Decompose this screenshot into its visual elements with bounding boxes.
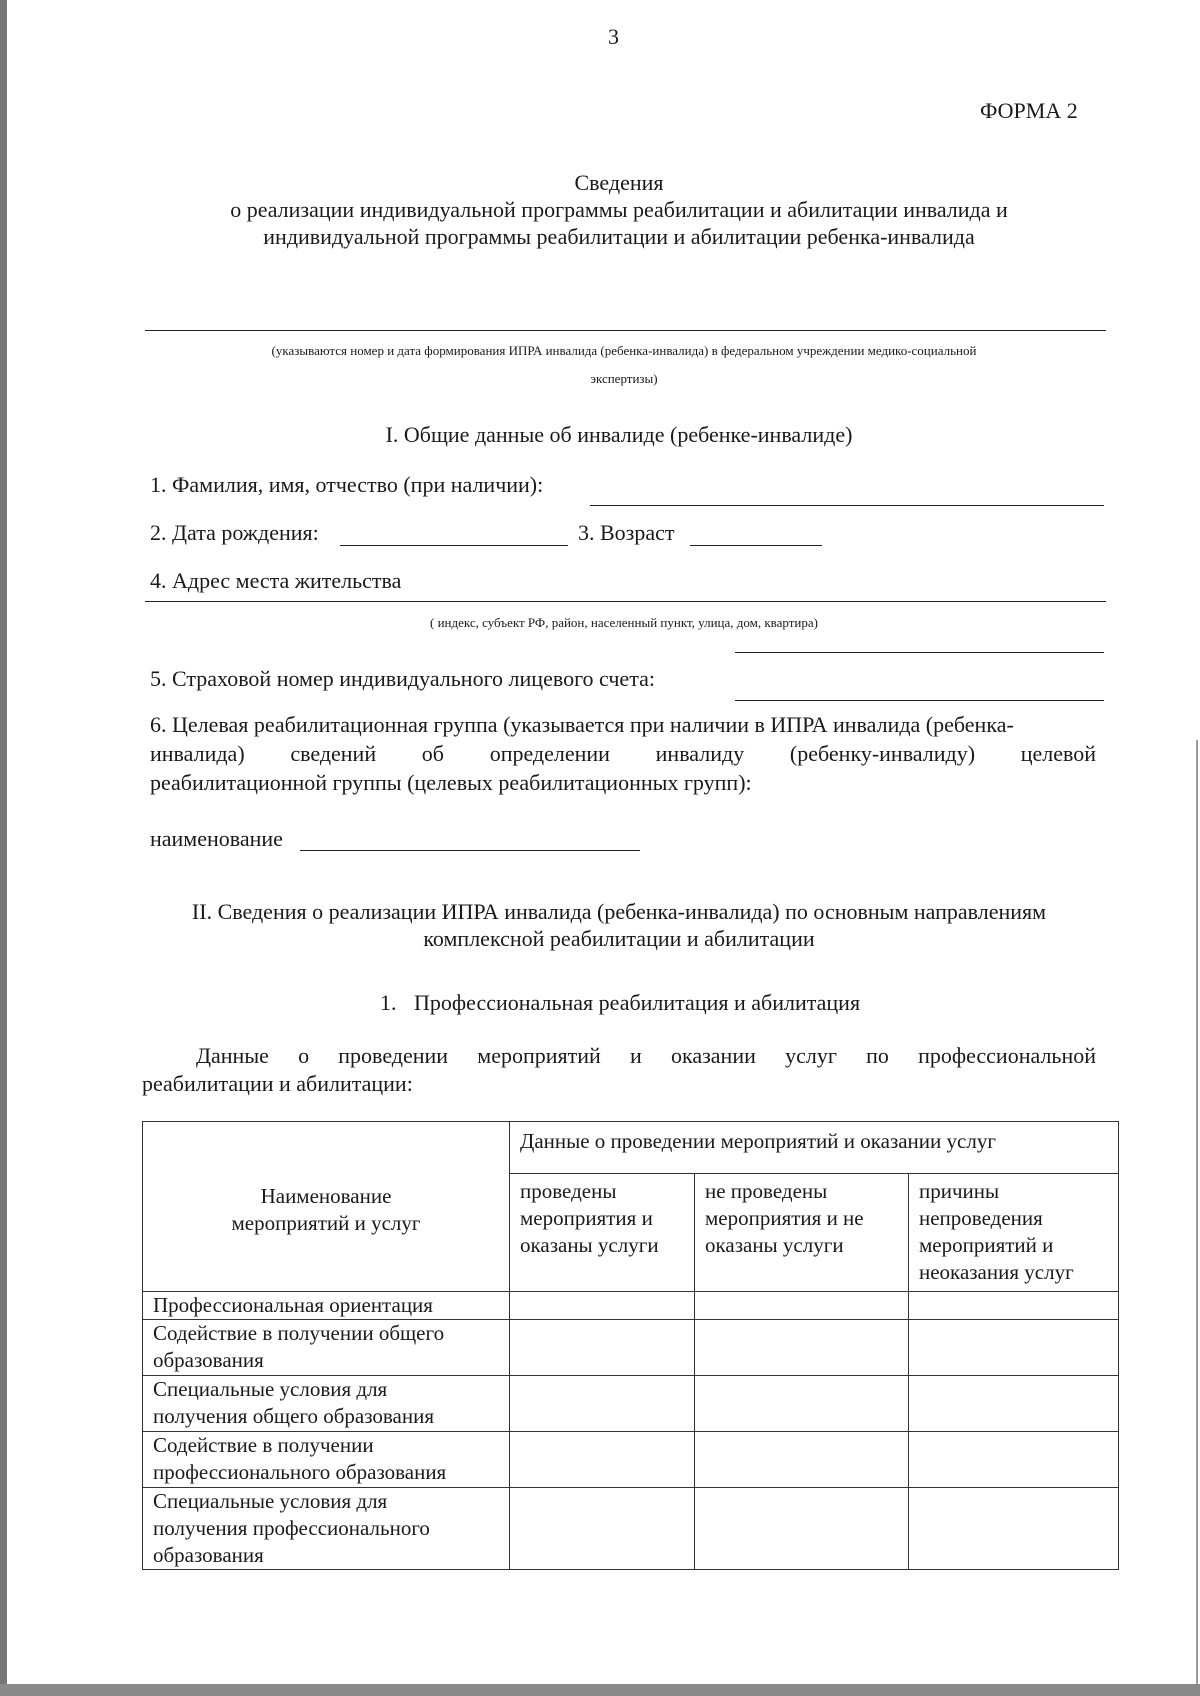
- section-1-heading: I. Общие данные об инвалиде (ребенке-инвалиде): [385, 422, 853, 447]
- table-header-row: [143, 1122, 1119, 1174]
- ipra-note-line-2: экспертизы): [590, 371, 658, 386]
- word: по: [866, 1043, 889, 1068]
- reasons-cell[interactable]: [909, 1292, 1119, 1320]
- header-text-line: оказаны услуги: [705, 1233, 844, 1257]
- group-name-label: наименование: [150, 826, 283, 851]
- column-header-done: [510, 1174, 695, 1292]
- column-group-header: Данные о проведении мероприятий и оказании услуг: [510, 1122, 1119, 1174]
- word: определении: [489, 741, 610, 766]
- cell-text-line: Содействие в получении: [153, 1433, 374, 1457]
- table-row: [143, 1488, 1119, 1570]
- intro-line-1: [196, 1043, 1096, 1069]
- target-group-line-3: реабилитационной группы (целевых реабилитационных групп):: [150, 770, 752, 795]
- not-done-cell[interactable]: [695, 1432, 909, 1488]
- intro-line-2: реабилитации и абилитации:: [142, 1071, 413, 1096]
- scan-bottom-edge: [0, 1684, 1200, 1696]
- word: мероприятий: [477, 1043, 601, 1068]
- header-text-line: мероприятия и не: [705, 1206, 864, 1230]
- header-text-line: оказаны услуги: [520, 1233, 659, 1257]
- fio-field-line[interactable]: [590, 505, 1104, 506]
- group-name-field-line[interactable]: [300, 850, 640, 851]
- word: и: [630, 1043, 642, 1068]
- snils-field-line[interactable]: [735, 700, 1104, 701]
- address-field-line[interactable]: [145, 601, 1106, 602]
- title-line-2: о реализации индивидуальной программы реабилитации и абилитации инвалида и: [230, 197, 1008, 222]
- address-note: ( индекс, субъект РФ, район, населенный пункт, улица, дом, квартира): [429, 615, 818, 630]
- header-text-line: мероприятия и: [520, 1206, 653, 1230]
- done-cell[interactable]: [510, 1376, 695, 1432]
- column-header-reasons: [909, 1174, 1119, 1292]
- reasons-cell[interactable]: [909, 1432, 1119, 1488]
- cell-text-line: Специальные условия для: [153, 1377, 388, 1401]
- header-text-line: Наименование: [260, 1183, 392, 1208]
- word: инвалиду: [655, 741, 745, 766]
- ipra-number-field-line[interactable]: [145, 330, 1106, 331]
- row-name-cell: [143, 1432, 510, 1488]
- done-cell[interactable]: [510, 1320, 695, 1376]
- table-row: [143, 1432, 1119, 1488]
- header-text-line: непроведения: [919, 1206, 1043, 1230]
- title-line-1: Сведения: [574, 170, 664, 195]
- title-line-3: индивидуальной программы реабилитации и абилитации ребенка-инвалида: [263, 224, 975, 249]
- target-group-line-1: 6. Целевая реабилитационная группа (указывается при наличии в ИПРА инвалида (ребенка-: [150, 712, 1014, 737]
- column-header-not-done: [695, 1174, 909, 1292]
- word: об: [421, 741, 444, 766]
- table-row: [143, 1292, 1119, 1320]
- done-cell[interactable]: [510, 1292, 695, 1320]
- cell-text-line: получения общего образования: [153, 1404, 434, 1428]
- word: проведении: [338, 1043, 449, 1068]
- word: сведений: [290, 741, 377, 766]
- word: инвалида): [150, 741, 245, 766]
- reasons-cell[interactable]: [909, 1488, 1119, 1570]
- header-text-line: причины: [919, 1179, 1000, 1203]
- done-cell[interactable]: [510, 1432, 695, 1488]
- header-text-line: не проведены: [705, 1179, 828, 1203]
- column-header-name: [143, 1122, 510, 1292]
- table-row: [143, 1320, 1119, 1376]
- snils-label: 5. Страховой номер индивидуального лицевого счета:: [150, 666, 655, 691]
- header-text-line: мероприятий и: [919, 1233, 1054, 1257]
- cell-text-line: Специальные условия для: [153, 1489, 388, 1513]
- scan-left-edge: [0, 0, 7, 1696]
- section-2-heading-line-2: комплексной реабилитации и абилитации: [423, 926, 815, 951]
- word: (ребенку-инвалиду): [789, 741, 976, 766]
- age-label: 3. Возраст: [578, 520, 675, 545]
- cell-text-line: образования: [153, 1348, 264, 1372]
- cell-text-line: Профессиональная ориентация: [153, 1293, 433, 1317]
- services-table: [142, 1121, 1119, 1570]
- cell-text-line: образования: [153, 1543, 264, 1567]
- header-text-line: неоказания услуг: [919, 1260, 1074, 1284]
- row-name-cell: [143, 1488, 510, 1570]
- word: услуг: [785, 1043, 837, 1068]
- word: о: [298, 1043, 310, 1068]
- subsection-title: Профессиональная реабилитация и абилитация: [414, 990, 861, 1015]
- header-text-line: мероприятий и услуг: [231, 1210, 421, 1235]
- page-number: 3: [608, 24, 619, 49]
- table-row: [143, 1376, 1119, 1432]
- word: Данные: [196, 1043, 269, 1068]
- fio-label: 1. Фамилия, имя, отчество (при наличии):: [150, 472, 544, 497]
- form-label: ФОРМА 2: [980, 98, 1078, 123]
- done-cell[interactable]: [510, 1488, 695, 1570]
- not-done-cell[interactable]: [695, 1292, 909, 1320]
- row-name-cell: [143, 1376, 510, 1432]
- reasons-cell[interactable]: [909, 1320, 1119, 1376]
- word: оказании: [670, 1043, 756, 1068]
- word: целевой: [1020, 741, 1096, 766]
- header-text-line: проведены: [520, 1179, 617, 1203]
- not-done-cell[interactable]: [695, 1320, 909, 1376]
- snils-field-line-top[interactable]: [735, 652, 1104, 653]
- ipra-note-line-1: (указываются номер и дата формирования ИПРА инвалида (ребенка-инвалида) в федеральном учреждении медико-социальной: [271, 343, 977, 358]
- cell-text-line: получения профессионального: [153, 1516, 430, 1540]
- row-name-cell: [143, 1292, 510, 1320]
- cell-text-line: Содействие в получении общего: [153, 1321, 445, 1345]
- birthdate-label: 2. Дата рождения:: [150, 520, 319, 545]
- not-done-cell[interactable]: [695, 1376, 909, 1432]
- word: профессиональной: [918, 1043, 1096, 1068]
- section-2-heading-line-1: II. Сведения о реализации ИПРА инвалида (ребенка-инвалида) по основным направлениям: [191, 899, 1047, 924]
- row-name-cell: [143, 1320, 510, 1376]
- not-done-cell[interactable]: [695, 1488, 909, 1570]
- subsection-number: 1.: [380, 990, 397, 1015]
- age-field-line[interactable]: [690, 545, 822, 546]
- reasons-cell[interactable]: [909, 1376, 1119, 1432]
- target-group-line-2: [150, 741, 1096, 767]
- birthdate-field-line[interactable]: [340, 545, 568, 546]
- scan-right-edge: [1196, 740, 1198, 1684]
- cell-text-line: профессионального образования: [153, 1460, 447, 1484]
- address-label: 4. Адрес места жительства: [150, 568, 402, 593]
